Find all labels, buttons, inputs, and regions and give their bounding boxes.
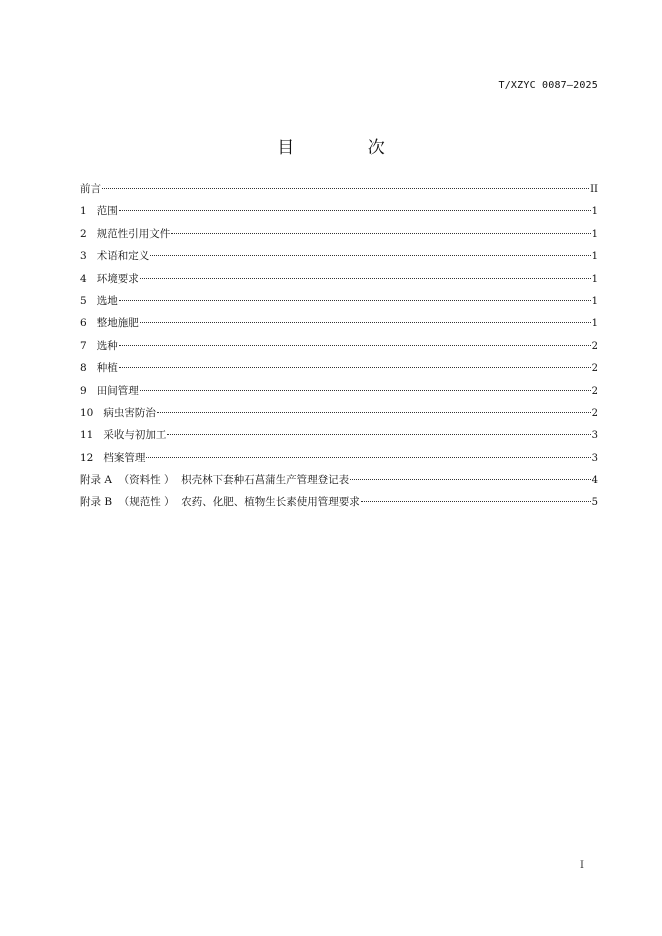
- toc-entry-terms-definitions[interactable]: [80, 247, 598, 269]
- toc-entry-page: 2: [591, 340, 598, 352]
- toc-entry-harvest-processing[interactable]: [80, 426, 598, 448]
- toc-entry-page: 3: [591, 452, 598, 464]
- toc-entry-page: 1: [591, 206, 598, 218]
- toc-entry-number: 7: [80, 339, 87, 352]
- toc-entry-label: 采收与初加工: [103, 429, 167, 442]
- toc-entry-foreword[interactable]: [80, 180, 598, 202]
- toc-entry-label: 环境要求: [96, 272, 139, 285]
- toc-entry-page: 1: [591, 228, 598, 240]
- toc-entry-field-management[interactable]: [80, 382, 598, 404]
- toc-list: [80, 180, 598, 516]
- toc-entry-page: 2: [591, 363, 598, 375]
- toc-entry-page: 2: [591, 407, 598, 419]
- toc-leader-dots: [167, 434, 590, 435]
- toc-entry-page: 1: [591, 251, 598, 263]
- toc-entry-page: 1: [591, 273, 598, 285]
- toc-entry-number: 10: [80, 406, 94, 419]
- toc-entry-number: 5: [80, 294, 87, 307]
- toc-entry-label: 规范性引用文件: [96, 227, 171, 240]
- toc-leader-dots: [350, 479, 591, 480]
- toc-title: 目 次: [277, 138, 419, 158]
- toc-entry-land-preparation[interactable]: [80, 314, 598, 336]
- toc-entry-number: 8: [80, 362, 87, 375]
- toc-entry-pest-control[interactable]: [80, 404, 598, 426]
- toc-entry-scope[interactable]: [80, 202, 598, 224]
- document-code: T/XZYC 0087—2025: [498, 80, 598, 91]
- toc-entry-appendix-b[interactable]: [80, 493, 598, 515]
- toc-entry-records-management[interactable]: [80, 449, 598, 471]
- toc-entry-label: 选地: [96, 294, 118, 307]
- toc-leader-dots: [361, 501, 591, 502]
- toc-leader-dots: [146, 457, 590, 458]
- toc-leader-dots: [150, 255, 590, 256]
- toc-entry-label: 范围: [96, 205, 118, 218]
- toc-entry-label: 选种: [96, 339, 118, 352]
- toc-entry-page: 1: [591, 318, 598, 330]
- toc-leader-dots: [140, 322, 591, 323]
- toc-entry-label: 整地施肥: [96, 317, 139, 330]
- toc-leader-dots: [171, 233, 590, 234]
- toc-entry-label: 术语和定义: [96, 250, 150, 263]
- page-number: I: [580, 860, 584, 871]
- toc-entry-page: 5: [591, 497, 598, 509]
- toc-entry-number: 2: [80, 227, 87, 240]
- toc-entry-planting[interactable]: [80, 359, 598, 381]
- toc-entry-page: 4: [591, 475, 598, 487]
- toc-entry-number: 6: [80, 317, 87, 330]
- toc-entry-number: 附录 B: [80, 496, 113, 509]
- toc-entry-label: （规范性 ） 农药、化肥、植物生长素使用管理要求: [118, 496, 360, 509]
- toc-entry-number: 4: [80, 272, 87, 285]
- toc-leader-dots: [140, 278, 591, 279]
- toc-entry-number: 1: [80, 205, 87, 218]
- toc-entry-number: 12: [80, 451, 94, 464]
- toc-entry-page: 2: [591, 385, 598, 397]
- toc-entry-label: 前言: [80, 183, 101, 195]
- toc-entry-page: 3: [591, 430, 598, 442]
- toc-leader-dots: [119, 367, 591, 368]
- toc-leader-dots: [119, 345, 591, 346]
- toc-entry-number: 11: [80, 429, 94, 442]
- toc-entry-number: 9: [80, 384, 87, 397]
- toc-leader-dots: [119, 210, 591, 211]
- toc-entry-label: 档案管理: [103, 451, 146, 464]
- toc-entry-number: 3: [80, 250, 87, 263]
- toc-leader-dots: [102, 188, 589, 189]
- toc-leader-dots: [119, 300, 591, 301]
- toc-entry-seed-selection[interactable]: [80, 337, 598, 359]
- toc-entry-label: 病虫害防治: [103, 406, 156, 419]
- toc-leader-dots: [157, 412, 591, 413]
- toc-entry-environment[interactable]: [80, 270, 598, 292]
- toc-entry-normative-references[interactable]: [80, 225, 598, 247]
- toc-entry-site-selection[interactable]: [80, 292, 598, 314]
- toc-leader-dots: [140, 390, 591, 391]
- toc-entry-appendix-a[interactable]: [80, 471, 598, 493]
- toc-entry-page: 1: [591, 295, 598, 307]
- toc-entry-label: 田间管理: [96, 384, 139, 397]
- toc-entry-page: II: [590, 184, 598, 195]
- toc-entry-label: （资料性 ） 枳壳林下套种石菖蒲生产管理登记表: [118, 474, 350, 487]
- toc-entry-number: 附录 A: [80, 474, 112, 487]
- toc-entry-label: 种植: [96, 362, 118, 375]
